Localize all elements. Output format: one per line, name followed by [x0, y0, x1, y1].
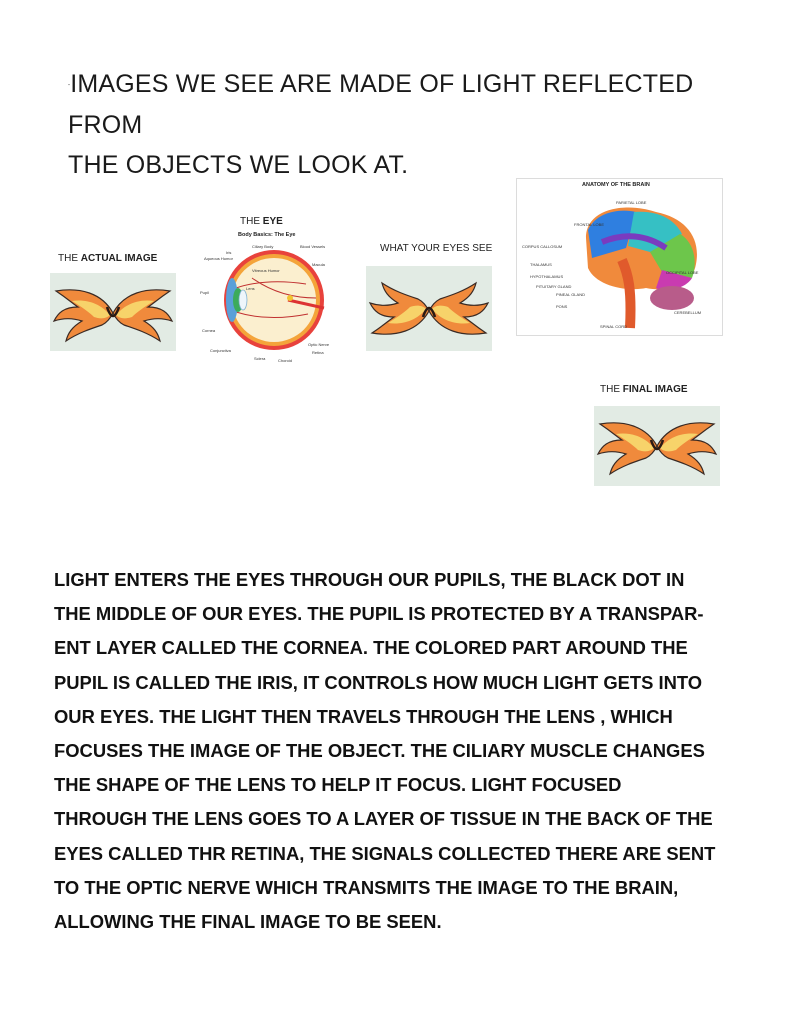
- caption-eyes-see: [380, 243, 492, 254]
- eyes-see-image-wings: [366, 266, 492, 351]
- diagram-label: PARIETAL LOBE: [616, 200, 647, 205]
- body-line: OUR EYES. THE LIGHT THEN TRAVELS THROUGH THE LENS , WHICH: [54, 705, 673, 727]
- diagram-label: Choroid: [278, 358, 293, 363]
- body-line: THROUGH THE LENS GOES TO A LAYER OF TISSUE IN THE BACK OF THE: [54, 808, 713, 830]
- diagram-label: Vitreous Humor: [252, 268, 280, 273]
- body-paragraph: [54, 563, 754, 939]
- macula: [287, 295, 293, 301]
- caption-eye-pre: THE: [240, 216, 263, 227]
- diagram-label: OCCIPITAL LOBE: [666, 270, 699, 275]
- diagram-label: Cornea: [202, 328, 216, 333]
- body-line: TO THE OPTIC NERVE WHICH TRANSMITS THE IMAGE TO THE BRAIN,: [54, 876, 679, 898]
- caption-eye: [240, 216, 283, 227]
- diagram-label: Pupil: [200, 290, 209, 295]
- body-line: THE SHAPE OF THE LENS TO HELP IT FOCUS. LIGHT FOCUSED: [54, 774, 622, 796]
- diagram-label: PINEAL GLAND: [556, 292, 585, 297]
- diagram-label: Lens: [246, 286, 255, 291]
- diagram-label: Conjunctiva: [210, 348, 231, 353]
- body-line: ALLOWING THE FINAL IMAGE TO BE SEEN.: [54, 911, 442, 933]
- diagram-label: Retina: [312, 350, 324, 355]
- body-line: ENT LAYER CALLED THE CORNEA. THE COLORED PART AROUND THE: [54, 637, 688, 659]
- diagram-label: THALAMUS: [530, 262, 552, 267]
- diagram-label: CORPUS CALLOSUM: [522, 244, 563, 249]
- heading-bullet: -: [68, 82, 71, 89]
- caption-actual-bold: ACTUAL IMAGE: [80, 253, 158, 264]
- caption-actual-pre: THE: [58, 253, 81, 264]
- diagram-label: PONS: [556, 304, 568, 309]
- diagram-label: CEREBELLUM: [674, 310, 702, 315]
- body-line: LIGHT ENTERS THE EYES THROUGH OUR PUPILS, THE BLACK DOT IN: [54, 569, 685, 590]
- heading-line-1-text: IMAGES WE SEE ARE MADE OF LIGHT REFLECTED FROM: [68, 70, 694, 140]
- actual-image-wings: [50, 273, 176, 351]
- lens: [239, 290, 247, 310]
- diagram-label: Macula: [312, 262, 325, 267]
- heading-line-2: THE OBJECTS WE LOOK AT.: [68, 151, 409, 180]
- diagram-label: HYPOTHALAMUS: [530, 274, 564, 279]
- eye-diagram-title: Body Basics: The Eye: [238, 232, 296, 238]
- wing-right: [113, 290, 172, 341]
- diagram-label: Ciliary Body: [252, 244, 274, 249]
- caption-actual-image: [58, 253, 157, 264]
- body-line: EYES CALLED THR RETINA, THE SIGNALS COLLECTED THERE ARE SENT: [54, 842, 716, 864]
- diagram-label: SPINAL CORD: [600, 324, 627, 329]
- caption-final-pre: THE: [600, 384, 623, 395]
- body-line: THE MIDDLE OF OUR EYES. THE PUPIL IS PROTECTED BY A TRANSPAR-: [54, 603, 704, 625]
- body-line: FOCUSES THE IMAGE OF THE OBJECT. THE CILIARY MUSCLE CHANGES: [54, 740, 705, 762]
- heading-line-1: [68, 64, 748, 145]
- brain-diagram-title: ANATOMY OF THE BRAIN: [582, 182, 650, 188]
- wing-left: [54, 290, 113, 341]
- caption-final-bold: FINAL IMAGE: [622, 384, 688, 395]
- caption-eyes-see-text: WHAT YOUR EYES SEE: [380, 243, 493, 254]
- diagram-label: Iris: [226, 250, 232, 255]
- diagram-label: PITUITARY GLAND: [536, 284, 572, 289]
- final-image-wings: [594, 406, 720, 486]
- diagram-label: Optic Nerve: [308, 342, 330, 347]
- brain-diagram: [516, 178, 723, 336]
- caption-final-image: [600, 384, 688, 395]
- diagram-label: FRONTAL LOBE: [574, 222, 605, 227]
- diagram-label: Blood Vessels: [300, 244, 326, 249]
- page-heading: [68, 64, 748, 185]
- diagram-label: Aqueous Humor: [204, 256, 233, 261]
- body-line: PUPIL IS CALLED THE IRIS, IT CONTROLS HOW MUCH LIGHT GETS INTO: [54, 671, 703, 693]
- caption-eye-bold: EYE: [262, 216, 283, 227]
- diagram-label: Sclera: [254, 356, 266, 361]
- eye-diagram: [196, 228, 346, 368]
